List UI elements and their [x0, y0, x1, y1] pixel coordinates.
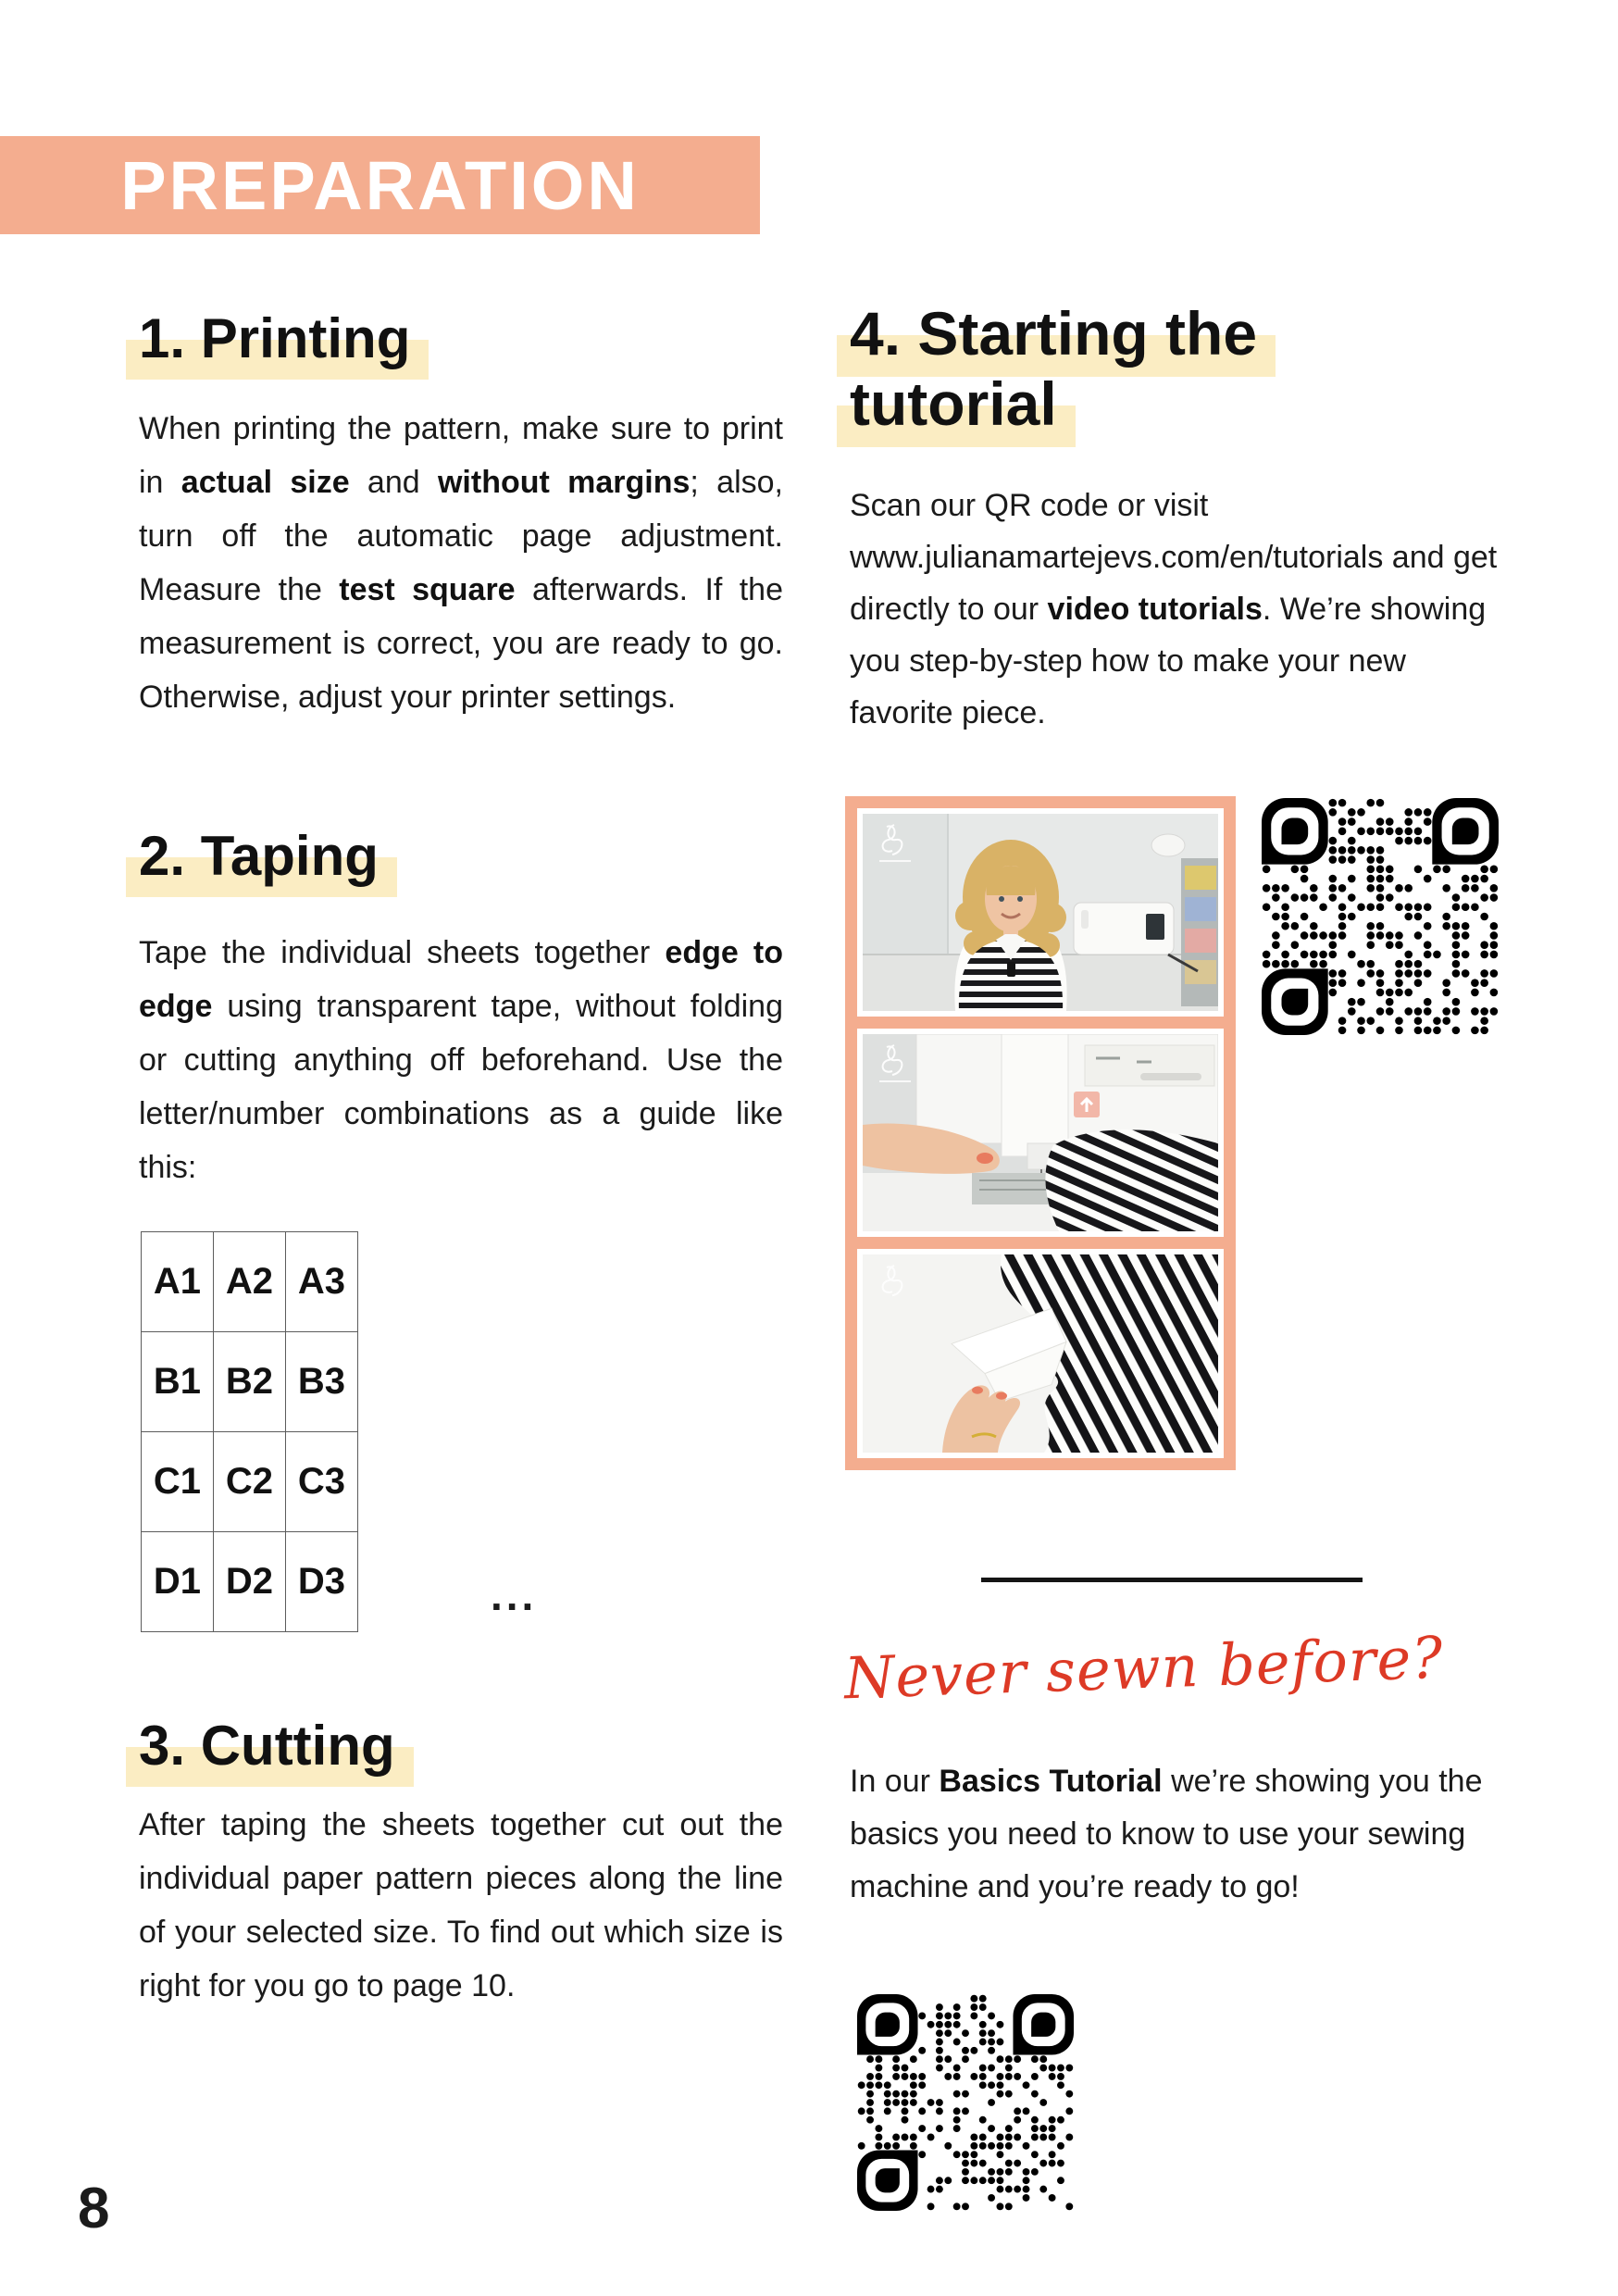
sewing-photo-illustration: [863, 1034, 1218, 1231]
grid-continuation-ellipsis: ...: [491, 1571, 538, 1619]
paragraph-cutting: After taping the sheets together cut out the individual paper pattern pieces along the line of your selected size. To find out which size is right for you go to page 10.: [139, 1807, 783, 2003]
grid-cell: C3: [286, 1432, 358, 1532]
grid-cell: A3: [286, 1232, 358, 1332]
heading-cutting: 3. Cutting: [139, 1715, 395, 1777]
grid-cell: D3: [286, 1532, 358, 1632]
grid-cell: C1: [142, 1432, 214, 1532]
paragraph-basics: In our Basics Tutorial we’re showing you the basics you need to know to use your sewing machine and you’re ready to go!: [850, 1764, 1483, 1904]
paragraph-printing: When printing the pattern, make sure to print in actual size and without margins; also, turn off the automatic page adjustment. Measure the test square afterwards. If the measurement is correct, you are ready to go. Otherwise, adjust your printer settings.: [139, 411, 783, 715]
heading-printing: 1. Printing: [139, 307, 411, 369]
tutorial-photo-presenter: [857, 808, 1224, 1017]
grid-cell: A2: [214, 1232, 286, 1332]
paragraph-tutorial: Scan our QR code or visit www.julianamartejevs.com/en/tutorials and get directly to our video tutorials. We’re showing you step-by-step how to make your new favorite piece.: [850, 488, 1498, 730]
grid-cell: D2: [214, 1532, 286, 1632]
grid-cell: B1: [142, 1332, 214, 1432]
fabric-photo-illustration: [863, 1254, 1218, 1453]
grid-cell: B3: [286, 1332, 358, 1432]
page-number: 8: [78, 2177, 110, 2240]
grid-cell: B2: [214, 1332, 286, 1432]
script-question: Never sewn before?: [842, 1623, 1445, 1713]
grid-cell: D1: [142, 1532, 214, 1632]
tutorials-qr-code: [1262, 798, 1499, 1035]
tutorial-photo-collage: [845, 796, 1236, 1470]
section-banner: [0, 136, 760, 234]
presenter-photo-illustration: [863, 814, 1218, 1011]
banner-title: PREPARATION: [120, 146, 640, 224]
tutorial-photo-fabric: [857, 1249, 1224, 1458]
tutorial-photo-sewing: [857, 1029, 1224, 1237]
grid-cell: C2: [214, 1432, 286, 1532]
divider-rule: [981, 1578, 1363, 1582]
basics-tutorial-qr-code: [857, 1994, 1074, 2211]
heading-tutorial: 4. Starting the tutorial: [850, 299, 1258, 438]
paragraph-taping: Tape the individual sheets together edge to edge using transparent tape, without folding or cutting anything off beforehand. Use the letter/number combinations as a guide like this:: [139, 935, 783, 1185]
sheet-grid: [141, 1231, 358, 1632]
grid-cell: A1: [142, 1232, 214, 1332]
heading-taping: 2. Taping: [139, 825, 379, 887]
